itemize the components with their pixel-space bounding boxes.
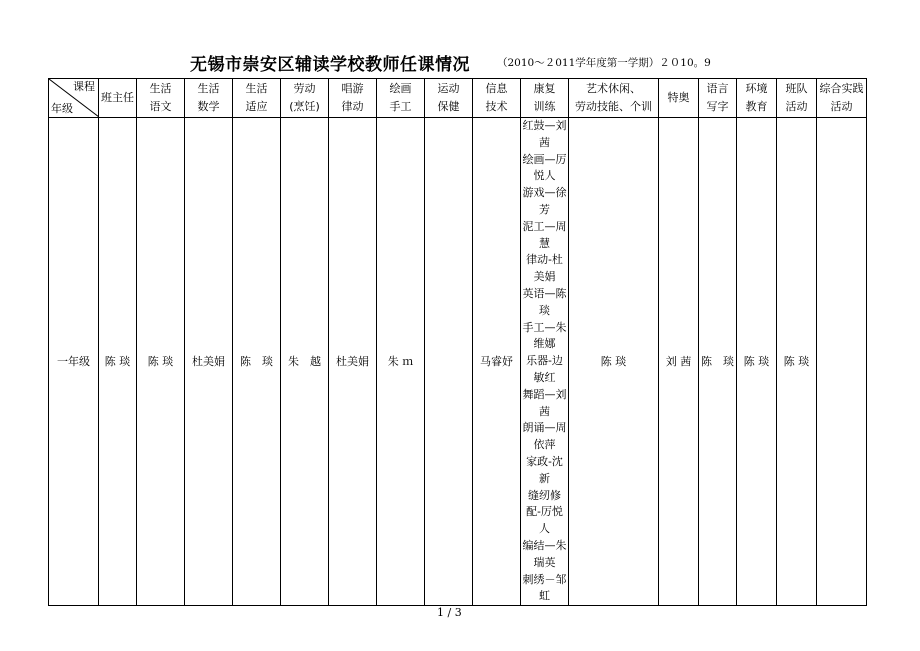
col-header-rehab-training: 康复 训练 <box>521 79 569 118</box>
teaching-schedule-table <box>48 78 867 606</box>
grade-cell: 一年级 <box>49 118 99 606</box>
col-header-life-math: 生活 数学 <box>185 79 233 118</box>
rehab-item: 舞蹈—刘茜 <box>522 387 567 418</box>
cell-life-chinese: 陈 琰 <box>137 118 185 606</box>
cell-environment-edu: 陈 琰 <box>737 118 777 606</box>
rehab-item: 家政-沈新 <box>526 454 563 485</box>
col-header-life-chinese: 生活 语文 <box>137 79 185 118</box>
cell-practice-activity <box>817 118 867 606</box>
col-header-language-writing: 语言 写字 <box>699 79 737 118</box>
rehab-item: 律动-杜美娟 <box>526 253 563 284</box>
rehab-item: 英语—陈琰 <box>522 286 567 317</box>
corner-course-label: 课程 <box>73 80 95 93</box>
rehab-item: 朗诵—周依萍 <box>522 421 567 452</box>
cell-head-teacher: 陈 琰 <box>99 118 137 606</box>
cell-life-adaptation: 陈 琰 <box>233 118 281 606</box>
col-header-painting-crafts: 绘画 手工 <box>377 79 425 118</box>
col-header-life-adaptation: 生活 适应 <box>233 79 281 118</box>
cell-painting-crafts: 朱 ｍ <box>377 118 425 606</box>
rehab-item: 手工—朱维娜 <box>522 320 567 351</box>
cell-sports-health <box>425 118 473 606</box>
col-header-labor-cooking: 劳动 (烹饪) <box>281 79 329 118</box>
col-header-head-teacher: 班主任 <box>99 79 137 118</box>
rehab-item: 泥工—周慧 <box>522 219 567 250</box>
col-header-info-tech: 信息 技术 <box>473 79 521 118</box>
rehab-item: 乐器-边敏红 <box>526 354 563 384</box>
col-header-practice-activity: 综合实践 活动 <box>817 79 867 118</box>
page-number: 1 / 3 <box>437 606 462 619</box>
cell-special-olympics: 刘 茜 <box>659 118 699 606</box>
page-subtitle: （2010～２011学年度第一学期）２０10。9 <box>497 57 711 69</box>
cell-life-math: 杜美娟 <box>185 118 233 606</box>
rehab-item: 刺绣－邹虹 <box>522 572 567 603</box>
rehab-item: 红鼓—刘茜 <box>522 119 567 149</box>
header-row <box>49 79 867 118</box>
rehab-item: 绘画—厉悦人 <box>522 152 567 183</box>
col-header-singing-rhythm: 唱游 律动 <box>329 79 377 118</box>
cell-class-activity: 陈 琰 <box>777 118 817 606</box>
page-title: 无锡市崇安区辅读学校教师任课情况 <box>190 55 470 75</box>
cell-info-tech: 马睿妤 <box>473 118 521 606</box>
col-header-sports-health: 运动 保健 <box>425 79 473 118</box>
col-header-arts-leisure: 艺术休闲、 劳动技能、个训 <box>569 79 659 118</box>
rehab-item: 游戏—徐芳 <box>522 186 567 216</box>
cell-rehab-training <box>521 118 569 606</box>
cell-labor-cooking: 朱 越 <box>281 118 329 606</box>
cell-arts-leisure: 陈 琰 <box>569 118 659 606</box>
corner-header <box>49 79 99 118</box>
col-header-environment-edu: 环境 教育 <box>737 79 777 118</box>
corner-grade-label: 年级 <box>51 102 73 115</box>
cell-singing-rhythm: 杜美娟 <box>329 118 377 606</box>
col-header-special-olympics: 特奥 <box>659 79 699 118</box>
rehab-item: 缝纫修配-厉悦人 <box>526 488 563 536</box>
table-row <box>49 118 867 606</box>
col-header-class-activity: 班队 活动 <box>777 79 817 118</box>
cell-language-writing: 陈 琰 <box>699 118 737 606</box>
rehab-item: 编结—朱瑞英 <box>522 538 567 569</box>
